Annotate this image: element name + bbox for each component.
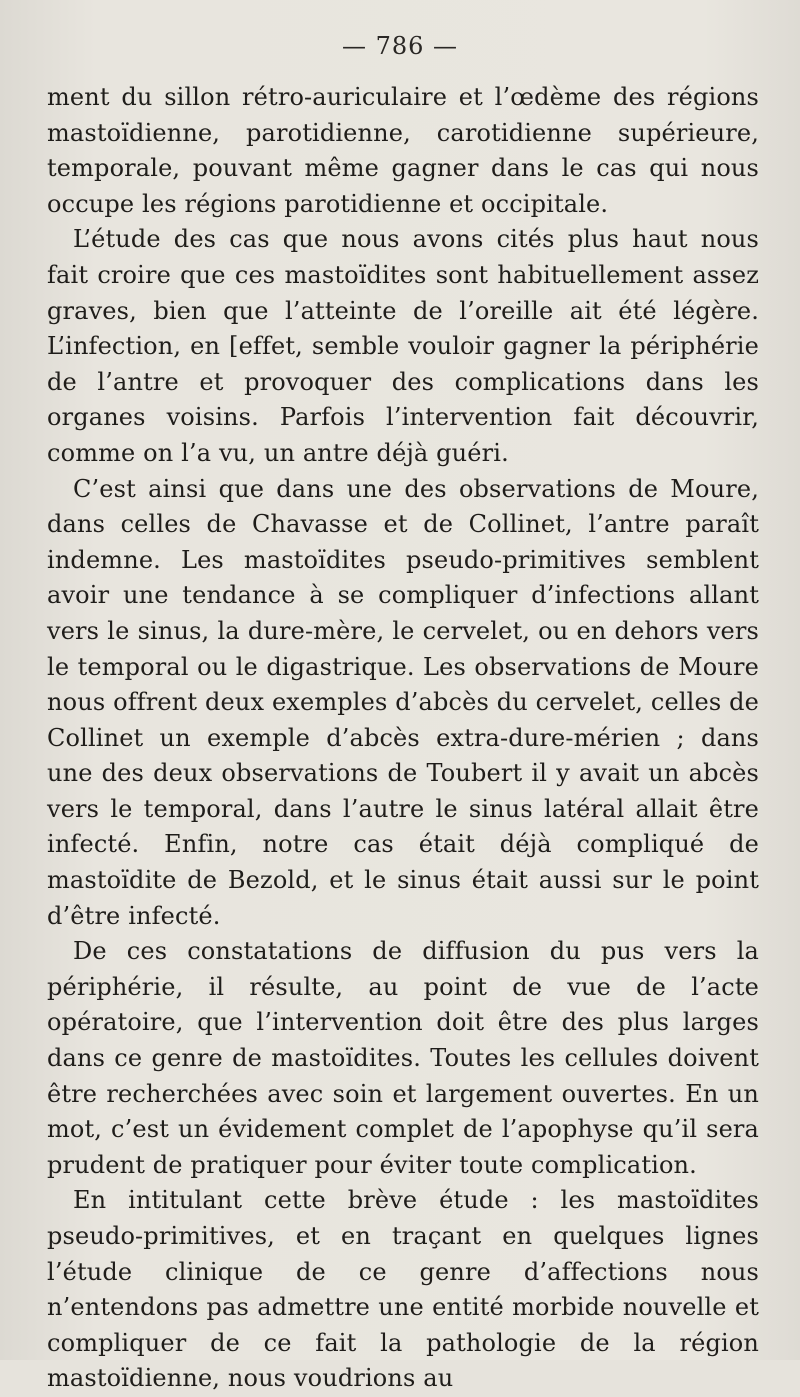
paragraph-observations: C’est ainsi que dans une des observations de Moure, dans celles de Chavasse et de Collinet, l’antre paraît indemne. Les mastoïdites pseudo-primitives semblent avoir une tendance à se compliquer d’infections allant vers le sinus, la dure-mère, le cervelet, ou en dehors vers le temporal ou le digastrique. Les observations de Moure nous offrent deux exemples d’abcès du cervelet, celles de Collinet un exemple d’abcès extra-dure-mérien ; dans une des deux observations de Toubert il y avait un abcès vers le temporal, dans l’autre le sinus latéral allait être infecté. Enfin, notre cas était déjà compliqué de mastoïdite de Bezold, et le sinus était aussi sur le point d’être infecté. (47, 474, 759, 930)
body-text (47, 80, 759, 1397)
paragraph-conclusion: En intitulant cette brève étude : les mastoïdites pseudo-primitives, et en traçant en quelques lignes l’étude clinique de ce genre d’affections nous n’entendons pas admettre une entité morbide nouvelle et compliquer de ce fait la pathologie de la région mastoïdienne, nous voudrions au (47, 1186, 759, 1393)
paragraph-severity: L’étude des cas que nous avons cités plus haut nous fait croire que ces mastoïdites sont habituellement assez graves, bien que l’atteinte de l’oreille ait été légère. L’infection, en [effet, semble vouloir gagner la périphérie de l’antre et provoquer des complications dans les organes voisins. Parfois l’intervention fait découvrir, comme on l’a vu, un antre déjà guéri. (47, 225, 759, 467)
page-number: — 786 — (341, 32, 459, 60)
paragraph-intervention: De ces constatations de diffusion du pus vers la périphérie, il résulte, au point de vue de l’acte opératoire, que l’intervention doit être des plus larges dans ce genre de mastoïdites. Toutes les cellules doivent être recherchées avec soin et largement ouvertes. En un mot, c’est un évidement complet de l’apophyse qu’il sera prudent de pratiquer pour éviter toute complication. (47, 937, 759, 1179)
paragraph-continuation: ment du sillon rétro-auriculaire et l’œdème des régions mastoïdienne, parotidienne, carotidienne supérieure, temporale, pouvant même gagner dans le cas qui nous occupe les régions parotidienne et occipitale. (47, 83, 759, 218)
